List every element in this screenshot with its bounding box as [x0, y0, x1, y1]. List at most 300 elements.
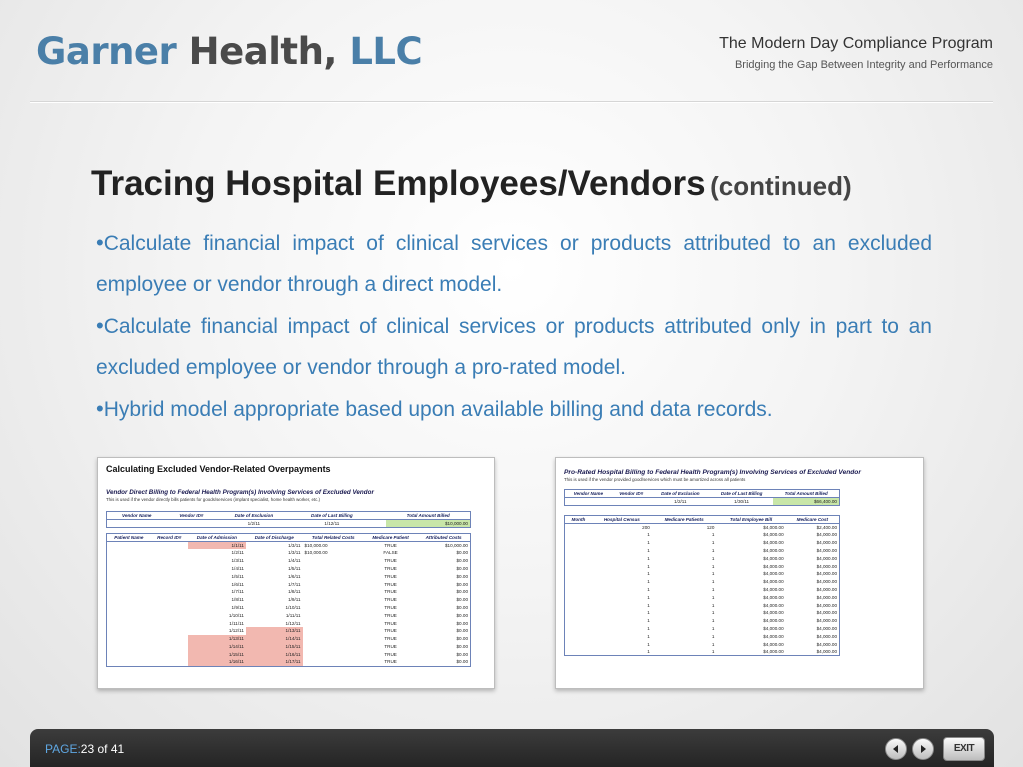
- table-cell: [151, 658, 188, 666]
- patient-row: [107, 611, 471, 619]
- table-cell: $4,000.00: [816, 579, 837, 585]
- month-row: [565, 531, 840, 539]
- table-cell: 1/2/11: [674, 498, 687, 504]
- table-cell: [107, 596, 151, 604]
- prorated-vendor-table: [564, 489, 840, 506]
- table-cell: TRUE: [384, 566, 397, 572]
- table-cell: 1: [647, 532, 650, 538]
- patient-row: [107, 549, 471, 557]
- table-cell: 1/17/11: [246, 658, 303, 666]
- month-row: [565, 562, 840, 570]
- table-cell: 1: [711, 626, 715, 632]
- table-cell: 1: [647, 579, 650, 585]
- table-cell: $66,400.00: [773, 498, 839, 506]
- table-cell: [565, 648, 592, 656]
- table-cell: $4,000.00: [816, 641, 837, 647]
- company-logo: [36, 30, 422, 74]
- table-cell: [151, 580, 188, 588]
- table-cell: [107, 572, 151, 580]
- month-row: [565, 648, 840, 656]
- table-cell: [107, 580, 151, 588]
- table-cell: 1/5/11: [288, 566, 301, 572]
- table-cell: TRUE: [384, 644, 397, 650]
- table-cell: $4,000.00: [816, 649, 837, 655]
- bullet-text: Calculate financial impact of clinical services or products attributed only in part to an excluded employee or vendor through a pro-rated model.: [96, 315, 932, 379]
- program-header: [719, 35, 993, 71]
- table-cell: $4,000.00: [763, 610, 784, 616]
- table-cell: 1: [711, 579, 715, 585]
- table-cell: 1/10/11: [228, 612, 244, 618]
- table-cell: $4,000.00: [816, 548, 837, 554]
- bullet-text: Calculate financial impact of clinical services or products attributed to an excluded employee or vendor through a direct model.: [96, 232, 932, 296]
- table-cell: 1: [647, 602, 650, 608]
- column-header: Vendor ID#: [612, 490, 651, 498]
- month-row: [565, 547, 840, 555]
- table-cell: 1/4/11: [288, 558, 301, 564]
- table-cell: 1/3/11: [288, 550, 301, 556]
- table-cell: [151, 588, 188, 596]
- table-cell: [565, 586, 592, 594]
- table-cell: 1/5/11: [231, 573, 244, 579]
- table-cell: 1: [647, 540, 650, 546]
- table-cell: 1/9/11: [231, 605, 244, 611]
- table-cell: $4,000.00: [763, 633, 784, 639]
- table-cell: 1/3/11: [231, 558, 244, 564]
- logo-word-garner: Garner: [36, 30, 177, 73]
- table-cell: 200: [642, 524, 650, 530]
- table-cell: 1/14/11: [246, 635, 303, 643]
- table-cell: $0.00: [456, 573, 468, 579]
- table-cell: 1: [711, 587, 715, 593]
- table-cell: 1/2/11: [247, 520, 261, 526]
- column-header: Date of Last Billing: [292, 512, 373, 520]
- month-row: [565, 609, 840, 617]
- table-header-row: [107, 533, 471, 541]
- table-cell: $4,000.00: [763, 548, 784, 554]
- table-cell: 1: [711, 610, 715, 616]
- table-cell: 1: [647, 587, 650, 593]
- table-cell: 1: [711, 555, 715, 561]
- patient-row: [107, 604, 471, 612]
- table-cell: 1/12/11: [324, 520, 340, 526]
- table-cell: 1/8/11: [231, 597, 244, 603]
- table-cell: [303, 596, 364, 604]
- table-cell: 1: [647, 610, 650, 616]
- table-cell: $4,000.00: [816, 540, 837, 546]
- table-cell: $4,000.00: [763, 540, 784, 546]
- table-cell: [565, 562, 592, 570]
- table-cell: 1/13/11: [246, 627, 303, 635]
- table-cell: $4,000.00: [816, 532, 837, 538]
- table-cell: [107, 619, 151, 627]
- column-header: Total Amount Billed: [386, 512, 470, 520]
- table-cell: [303, 627, 364, 635]
- slide-title-suffix: (continued): [710, 171, 852, 201]
- column-header: Date of Admission: [188, 533, 246, 541]
- table-cell: $0.00: [456, 636, 468, 642]
- patient-row: [107, 572, 471, 580]
- table-cell: 1: [647, 594, 650, 600]
- bullet-item: [96, 305, 932, 388]
- table-cell: [565, 593, 592, 601]
- table-cell: 1: [711, 548, 715, 554]
- table-cell: [372, 520, 379, 528]
- table-cell: [151, 572, 188, 580]
- table-cell: [107, 658, 151, 666]
- table-cell: 1/6/11: [288, 573, 301, 579]
- table-cell: $4,000.00: [816, 587, 837, 593]
- table-cell: [151, 565, 188, 573]
- table-cell: $4,000.00: [816, 555, 837, 561]
- table-cell: 1: [647, 618, 650, 624]
- table-cell: 1: [711, 633, 715, 639]
- month-row: [565, 640, 840, 648]
- table-cell: 1: [711, 602, 715, 608]
- table-cell: [303, 604, 364, 612]
- table-cell: [167, 520, 217, 528]
- month-row: [565, 586, 840, 594]
- table-cell: $4,000.00: [763, 594, 784, 600]
- table-cell: [107, 643, 151, 651]
- column-header: [379, 512, 386, 520]
- logo-word-health: Health,: [188, 30, 337, 73]
- table-cell: $0.00: [456, 566, 468, 572]
- table-cell: $0.00: [456, 605, 468, 611]
- table-cell: $0.00: [456, 620, 468, 626]
- table-cell: [151, 611, 188, 619]
- table-cell: [565, 547, 592, 555]
- table-cell: $4,000.00: [763, 524, 784, 530]
- table-cell: FALSE: [383, 550, 398, 556]
- table-cell: 1/15/11: [246, 643, 303, 651]
- table-cell: [151, 557, 188, 565]
- table-cell: [107, 549, 151, 557]
- column-header: Hospital Census: [592, 515, 652, 523]
- table-cell: 120: [706, 524, 715, 530]
- table-header-row: [565, 515, 840, 523]
- table-cell: [107, 611, 151, 619]
- header-divider: [30, 101, 993, 103]
- table-cell: TRUE: [384, 589, 397, 595]
- table-cell: $0.00: [456, 589, 468, 595]
- table-cell: $4,000.00: [816, 563, 837, 569]
- column-header: Total Amount Billed: [773, 490, 839, 498]
- table-cell: [565, 640, 592, 648]
- exit-button[interactable]: EXIT: [943, 737, 985, 761]
- table-cell: [565, 539, 592, 547]
- patient-row: [107, 627, 471, 635]
- column-header: Month: [565, 515, 592, 523]
- table-cell: 1/1/11: [188, 541, 246, 549]
- column-header: Vendor Name: [565, 490, 612, 498]
- table-cell: $4,000.00: [816, 602, 837, 608]
- table-cell: TRUE: [384, 605, 397, 611]
- month-row: [565, 593, 840, 601]
- table-cell: $4,000.00: [763, 626, 784, 632]
- direct-table-subheading: Vendor Direct Billing to Federal Health Program(s) Involving Services of Excluded Vendor: [106, 489, 374, 496]
- chevron-left-icon: [890, 743, 902, 755]
- table-cell: 1: [647, 641, 650, 647]
- month-row: [565, 523, 840, 531]
- table-cell: [151, 541, 188, 549]
- table-cell: [303, 611, 364, 619]
- player-footer: [30, 729, 994, 767]
- table-cell: 1: [647, 626, 650, 632]
- table-cell: 1/15/11: [188, 650, 246, 658]
- table-cell: $0.00: [456, 581, 468, 587]
- table-cell: 1: [711, 618, 715, 624]
- table-cell: 1/7/11: [231, 589, 244, 595]
- table-cell: 1: [647, 555, 650, 561]
- table-cell: 1/30/11: [734, 498, 750, 504]
- table-cell: 1/16/11: [188, 658, 246, 666]
- table-cell: [303, 557, 364, 565]
- table-cell: [303, 635, 364, 643]
- table-cell: [151, 549, 188, 557]
- table-cell: [151, 643, 188, 651]
- table-cell: [565, 578, 592, 586]
- page-count: 23 of 41: [80, 742, 125, 756]
- table-cell: 1/2/11: [231, 550, 244, 556]
- table-cell: [565, 531, 592, 539]
- bullet-glyph: •: [96, 396, 104, 421]
- table-cell: 1/11/11: [285, 612, 301, 618]
- patient-row: [107, 565, 471, 573]
- table-cell: $4,000.00: [816, 594, 837, 600]
- table-cell: 1/14/11: [188, 643, 246, 651]
- table-cell: [565, 625, 592, 633]
- table-cell: [565, 601, 592, 609]
- patient-row: [107, 557, 471, 565]
- prorated-model-table-image: [555, 457, 924, 689]
- table-cell: $4,000.00: [816, 633, 837, 639]
- table-cell: 1/16/11: [246, 650, 303, 658]
- table-cell: [107, 627, 151, 635]
- vendor-row: [107, 520, 471, 528]
- prorated-table-note: This is used if the vendor provided good/services which must be amortized across all patients: [564, 477, 746, 482]
- table-cell: $4,000.00: [763, 602, 784, 608]
- table-cell: $0.00: [456, 550, 468, 556]
- table-cell: TRUE: [384, 573, 397, 579]
- table-cell: 1: [647, 633, 650, 639]
- table-cell: 1: [711, 649, 715, 655]
- month-row: [565, 601, 840, 609]
- table-cell: $4,000.00: [816, 610, 837, 616]
- patient-row: [107, 596, 471, 604]
- month-row: [565, 570, 840, 578]
- bullet-glyph: •: [96, 313, 104, 338]
- table-cell: [151, 650, 188, 658]
- bullet-text: Hybrid model appropriate based upon available billing and data records.: [103, 398, 773, 421]
- column-header: Date of Exclusion: [216, 512, 291, 520]
- table-cell: $10,000.00: [304, 550, 328, 556]
- program-tagline: Bridging the Gap Between Integrity and Performance: [734, 59, 993, 71]
- table-cell: TRUE: [384, 612, 397, 618]
- table-cell: [565, 554, 592, 562]
- month-row: [565, 625, 840, 633]
- table-cell: [379, 520, 386, 528]
- patient-row: [107, 580, 471, 588]
- month-row: [565, 539, 840, 547]
- month-row: [565, 632, 840, 640]
- patient-row: [107, 635, 471, 643]
- table-cell: 1: [647, 563, 650, 569]
- table-cell: [565, 498, 612, 506]
- column-header: Patient Name: [107, 533, 151, 541]
- table-cell: $0.00: [456, 558, 468, 564]
- table-cell: $4,000.00: [763, 563, 784, 569]
- table-cell: [612, 498, 651, 506]
- column-header: Medicare Patient: [364, 533, 417, 541]
- column-header: Medicare Patients: [652, 515, 717, 523]
- column-header: Date of Last Billing: [710, 490, 773, 498]
- table-cell: TRUE: [384, 597, 397, 603]
- table-cell: 1/12/11: [228, 628, 244, 634]
- column-header: Medicare Cost: [786, 515, 840, 523]
- table-cell: [151, 627, 188, 635]
- table-cell: 1/11/11: [229, 620, 244, 626]
- table-cell: [303, 650, 364, 658]
- table-cell: [107, 604, 151, 612]
- page-indicator: [45, 742, 124, 756]
- table-cell: TRUE: [384, 651, 397, 657]
- month-row: [565, 554, 840, 562]
- direct-model-table-image: [97, 457, 495, 689]
- table-cell: $4,000.00: [763, 641, 784, 647]
- table-cell: TRUE: [384, 636, 397, 642]
- bullet-glyph: •: [96, 230, 104, 255]
- table-cell: [107, 557, 151, 565]
- table-cell: $0.00: [456, 597, 468, 603]
- table-cell: 1/12/11: [285, 620, 301, 626]
- table-cell: TRUE: [384, 628, 397, 634]
- table-header-row: [107, 512, 471, 520]
- table-cell: 1/9/11: [288, 597, 301, 603]
- table-cell: 1: [711, 571, 715, 577]
- table-cell: [303, 588, 364, 596]
- table-cell: $4,000.00: [763, 571, 784, 577]
- table-cell: $10,000.00: [304, 542, 328, 548]
- table-cell: $2,400.00: [816, 524, 837, 530]
- table-cell: [303, 643, 364, 651]
- table-cell: $4,000.00: [816, 571, 837, 577]
- page-label: PAGE:: [45, 742, 81, 756]
- table-cell: $4,000.00: [763, 555, 784, 561]
- table-cell: TRUE: [384, 620, 397, 626]
- table-cell: 1: [647, 649, 650, 655]
- patient-row: [107, 650, 471, 658]
- table-cell: $0.00: [456, 651, 468, 657]
- next-page-button[interactable]: [912, 738, 934, 760]
- table-cell: [107, 588, 151, 596]
- bullet-item: [96, 388, 932, 430]
- column-header: Vendor ID#: [167, 512, 217, 520]
- patient-row: [107, 643, 471, 651]
- table-cell: $10,000.00: [386, 520, 470, 528]
- table-cell: 1: [711, 532, 715, 538]
- logo-word-llc: LLC: [349, 30, 423, 73]
- table-cell: TRUE: [384, 558, 397, 564]
- month-row: [565, 617, 840, 625]
- table-cell: 1: [711, 563, 715, 569]
- table-cell: [107, 635, 151, 643]
- table-cell: 1: [647, 571, 650, 577]
- direct-table-note: This is used if the vendor directly bills patients for goods/services (implant specialist, home health worker, etc.): [106, 497, 321, 502]
- program-title: The Modern Day Compliance Program: [719, 35, 993, 52]
- table-cell: 1: [647, 548, 650, 554]
- table-cell: [107, 650, 151, 658]
- direct-patient-table: [106, 533, 471, 667]
- patient-row: [107, 541, 471, 549]
- column-header: Vendor Name: [107, 512, 167, 520]
- vendor-row: [565, 498, 840, 506]
- table-cell: 1: [711, 540, 715, 546]
- table-cell: 1/3/11: [288, 542, 301, 548]
- table-cell: [151, 619, 188, 627]
- table-cell: 1/4/11: [231, 566, 244, 572]
- table-cell: [303, 658, 364, 666]
- table-cell: [565, 632, 592, 640]
- table-cell: 1: [711, 594, 715, 600]
- direct-table-heading: Calculating Excluded Vendor-Related Overpayments: [106, 464, 331, 474]
- column-header: [372, 512, 379, 520]
- table-cell: [107, 565, 151, 573]
- table-cell: [565, 609, 592, 617]
- table-cell: [107, 541, 151, 549]
- table-cell: 1/8/11: [288, 589, 301, 595]
- table-cell: 1/10/11: [285, 605, 301, 611]
- column-header: Total Related Costs: [303, 533, 364, 541]
- table-cell: $0.00: [456, 612, 468, 618]
- column-header: Record ID#: [151, 533, 188, 541]
- table-cell: $4,000.00: [816, 626, 837, 632]
- table-cell: $4,000.00: [763, 587, 784, 593]
- table-cell: [303, 619, 364, 627]
- slide-title: [91, 164, 852, 204]
- table-cell: [151, 635, 188, 643]
- column-header: Date of Discharge: [246, 533, 303, 541]
- direct-vendor-table: [106, 511, 471, 528]
- table-cell: [151, 596, 188, 604]
- table-cell: 1/6/11: [231, 581, 244, 587]
- table-cell: TRUE: [384, 581, 397, 587]
- table-cell: $4,000.00: [763, 649, 784, 655]
- table-cell: TRUE: [384, 659, 397, 665]
- table-cell: $0.00: [456, 659, 468, 665]
- patient-row: [107, 658, 471, 666]
- bullet-item: [96, 222, 932, 305]
- prorated-month-table: [564, 515, 840, 657]
- patient-row: [107, 588, 471, 596]
- table-cell: [107, 520, 167, 528]
- table-cell: 1: [711, 641, 715, 647]
- table-cell: $0.00: [456, 628, 468, 634]
- column-header: Date of Exclusion: [651, 490, 710, 498]
- table-cell: [303, 565, 364, 573]
- table-cell: $0.00: [456, 644, 468, 650]
- month-row: [565, 578, 840, 586]
- table-cell: [151, 604, 188, 612]
- slide-title-main: Tracing Hospital Employees/Vendors: [91, 164, 706, 203]
- table-cell: 1/13/11: [188, 635, 246, 643]
- bullet-list: [96, 222, 932, 430]
- table-cell: 1/7/11: [288, 581, 301, 587]
- table-cell: [565, 570, 592, 578]
- table-cell: $4,000.00: [763, 618, 784, 624]
- table-cell: $10,000.00: [445, 542, 468, 548]
- table-cell: [565, 617, 592, 625]
- previous-page-button[interactable]: [885, 738, 907, 760]
